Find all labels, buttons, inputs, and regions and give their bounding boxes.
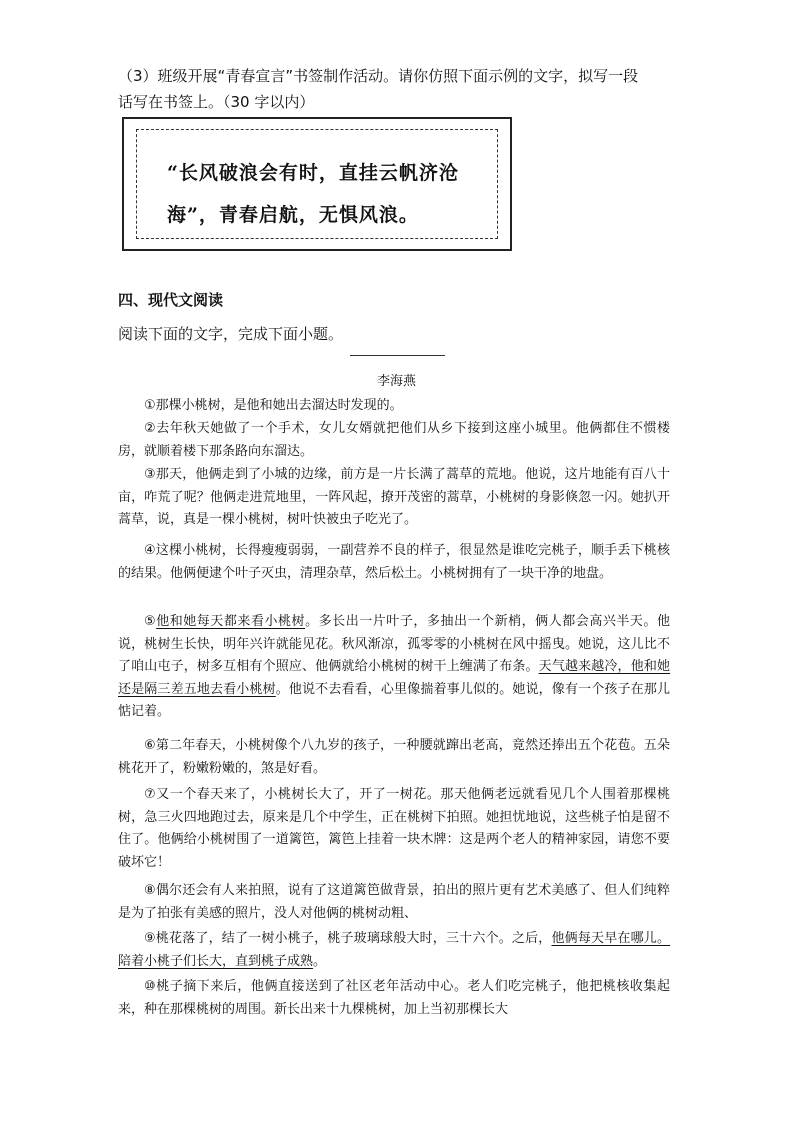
question-3-line-1: （3）班级开展“青春宣言”书签制作活动。请你仿照下面示例的文字，拟写一段 (118, 67, 639, 85)
paragraph-4: ④这棵小桃树，长得瘦瘦弱弱，一副营养不良的样子，很显然是谁吃完桃子，顺手丢下桃核的结果。他俩便逮个叶子灭虫，清理杂草，然后松土。小桃树拥有了一块干净的地盘。 (118, 543, 670, 581)
article-title-blank (350, 355, 445, 356)
paragraph-2: ②去年秋天她做了一个手术，女儿女婿就把他们从乡下接到这座小城里。他俩都住不惯楼房，就顺着楼下那条路向东溜达。 (118, 421, 670, 459)
underlined-sentence-1: 他和她每天都来看小桃树 (156, 614, 306, 629)
paragraph-6: ⑥第二年春天，小桃树像个八九岁的孩子，一种腰就蹿出老高，竟然还捧出五个花苞。五朵桃花开了，粉嫩粉嫩的，煞是好看。 (118, 738, 670, 776)
paragraph-9-text-a: ⑨桃花落了，结了一树小桃子，桃子玻璃球般大时，三十六个。之后， (144, 931, 552, 946)
underlined-sentence-2: 天气越来越冷，他和她还是隔三差五地去看小桃树 (118, 659, 670, 697)
bookmark-text-line-2: 海”，青春启航，无惧风浪。 (167, 204, 419, 226)
section-title: 四、现代文阅读 (118, 291, 224, 309)
underlined-sentence-3: 他俩每天早在哪儿。陪着小桃子们长大，直到桃子成熟 (118, 931, 670, 969)
paragraph-3: ③那天，他俩走到了小城的边缘，前方是一片长满了蒿草的荒地。他说，这片地能有百八十亩，咋荒了呢？他俩走进荒地里，一阵风起，撩开茂密的蒿草，小桃树的身影倏忽一闪。她扒开蒿草，说，真是一棵小桃树，树叶快被虫子吃光了。 (118, 467, 670, 528)
paragraph-7: ⑦又一个春天来了，小桃树长大了，开了一树花。那天他俩老远就看见几个人围着那棵桃树，急三火四地跑过去，原来是几个中学生，正在桃树下拍照。她担忧地说，这些桃子怕是留不住了。他俩给小桃树围了一道篱笆，篱笆上挂着一块木牌：这是两个老人的精神家园，请您不要破坏它！ (118, 787, 670, 870)
paragraph-1: ①那棵小桃树，是他和她出去溜达时发现的。 (144, 398, 403, 413)
bookmark-example-box (122, 117, 512, 251)
paragraph-8: ⑧偶尔还会有人来拍照，说有了这道篱笆做背景，拍出的照片更有艺术美感了、但人们纯粹是为了拍张有美感的照片，没人对他俩的桃树动粗、 (118, 883, 670, 921)
bookmark-dashed-frame (136, 129, 498, 239)
paragraph-5-text-b: 。他说不去看看，心里像揣着事儿似的。她说，像有一个孩子在那儿惦记着。 (118, 681, 670, 720)
paragraph-5-text-a: 。多长出一片叶子，多抽出一个新梢，俩人都会高兴半天。他说，桃树生长快，明年兴许就能见花。秋风渐凉，孤零零的小桃树在风中摇曳。她说，这儿比不了咱山屯子，树多互相有个照应、他俩就给小桃树的树干上缠满了布条。 (118, 614, 670, 675)
section-instruction: 阅读下面的文字，完成下面小题。 (118, 325, 344, 343)
question-3-line-2: 话写在书签上。（30 字以内） (118, 93, 315, 111)
paragraph-5: ⑤他和她每天都来看小桃树。多长出一片叶子，多抽出一个新梢，俩人都会高兴半天。他说，桃树生长快，明年兴许就能见花。秋风渐凉，孤零零的小桃树在风中摇曳。她说，这儿比不了咱山屯子，树多互相有个照应、他俩就给小桃树的树干上缠满了布条。天气越来越冷，他和她还是隔三差五地去看小桃树。他说不去看看，心里像揣着事儿似的。她说，像有一个孩子在那儿惦记着。 (118, 614, 670, 720)
article-author: 李海燕 (376, 374, 416, 389)
paragraph-10: ⑩桃子摘下来后，他俩直接送到了社区老年活动中心。老人们吃完桃子，他把桃核收集起来，种在那棵桃树的周围。新长出来十九棵桃树，加上当初那棵长大 (118, 979, 670, 1017)
bookmark-text-line-1: “长风破浪会有时，直挂云帆济沧 (167, 162, 459, 184)
paragraph-9-text-b: 。 (313, 953, 327, 969)
paragraph-9 (118, 928, 670, 973)
